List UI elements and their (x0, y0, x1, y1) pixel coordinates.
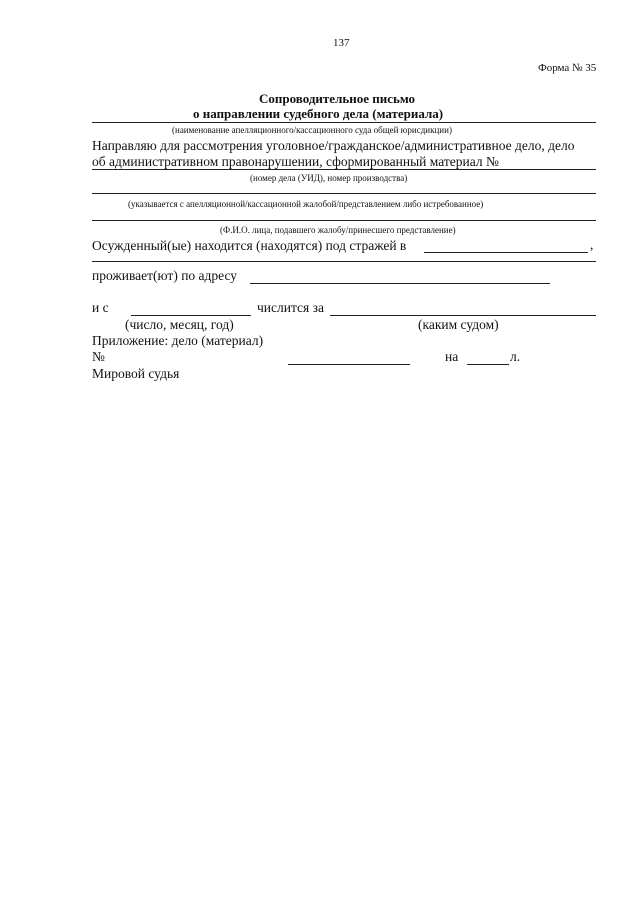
form-label: Форма № 35 (538, 62, 597, 74)
person-line[interactable] (92, 220, 596, 221)
date-caption: (число, месяц, год) (125, 317, 234, 332)
court-name-line[interactable] (92, 122, 596, 123)
signature-text: Мировой судья (92, 366, 180, 381)
sheets-text: л. (510, 349, 521, 364)
material-number-line[interactable] (92, 169, 596, 170)
sheets-count-line[interactable] (467, 364, 509, 365)
since-prefix: и с (92, 300, 109, 315)
attachment-text: Приложение: дело (материал) (92, 333, 264, 348)
complaint-caption: (указывается с апелляционной/кассационной жалобой/представлением либо истребованное) (128, 199, 484, 209)
complaint-line[interactable] (92, 193, 596, 194)
case-number-caption: (номер дела (УИД), номер производства) (250, 173, 408, 183)
on-text: на (445, 349, 459, 364)
convicted-text: Осужденный(ые) находится (находятся) под стражей в (92, 238, 407, 253)
listed-text: числится за (257, 300, 324, 315)
court-by-line[interactable] (330, 315, 596, 316)
convicted-comma: , (590, 237, 594, 252)
address-line[interactable] (250, 283, 550, 284)
court-by-caption: (каким судом) (418, 317, 499, 332)
custody-place-line[interactable] (424, 252, 588, 253)
document-title: Сопроводительное письмо (259, 91, 416, 106)
address-text: проживает(ют) по адресу (92, 268, 238, 283)
date-line[interactable] (131, 315, 251, 316)
body-text-line-2: об административном правонарушении, сформированный материал № (92, 154, 499, 169)
body-text-line-1: Направляю для рассмотрения уголовное/гражданское/административное дело, дело (92, 138, 575, 153)
court-name-caption: (наименование апелляционного/кассационного суда общей юрисдикции) (172, 125, 452, 135)
page-number: 137 (333, 37, 350, 49)
number-sign: № (92, 349, 105, 364)
person-caption: (Ф.И.О. лица, подавшего жалобу/принесшего представление) (220, 225, 456, 235)
custody-continuation-line[interactable] (92, 261, 596, 262)
document-subtitle: о направлении судебного дела (материала) (193, 106, 444, 121)
attachment-number-line[interactable] (288, 364, 410, 365)
